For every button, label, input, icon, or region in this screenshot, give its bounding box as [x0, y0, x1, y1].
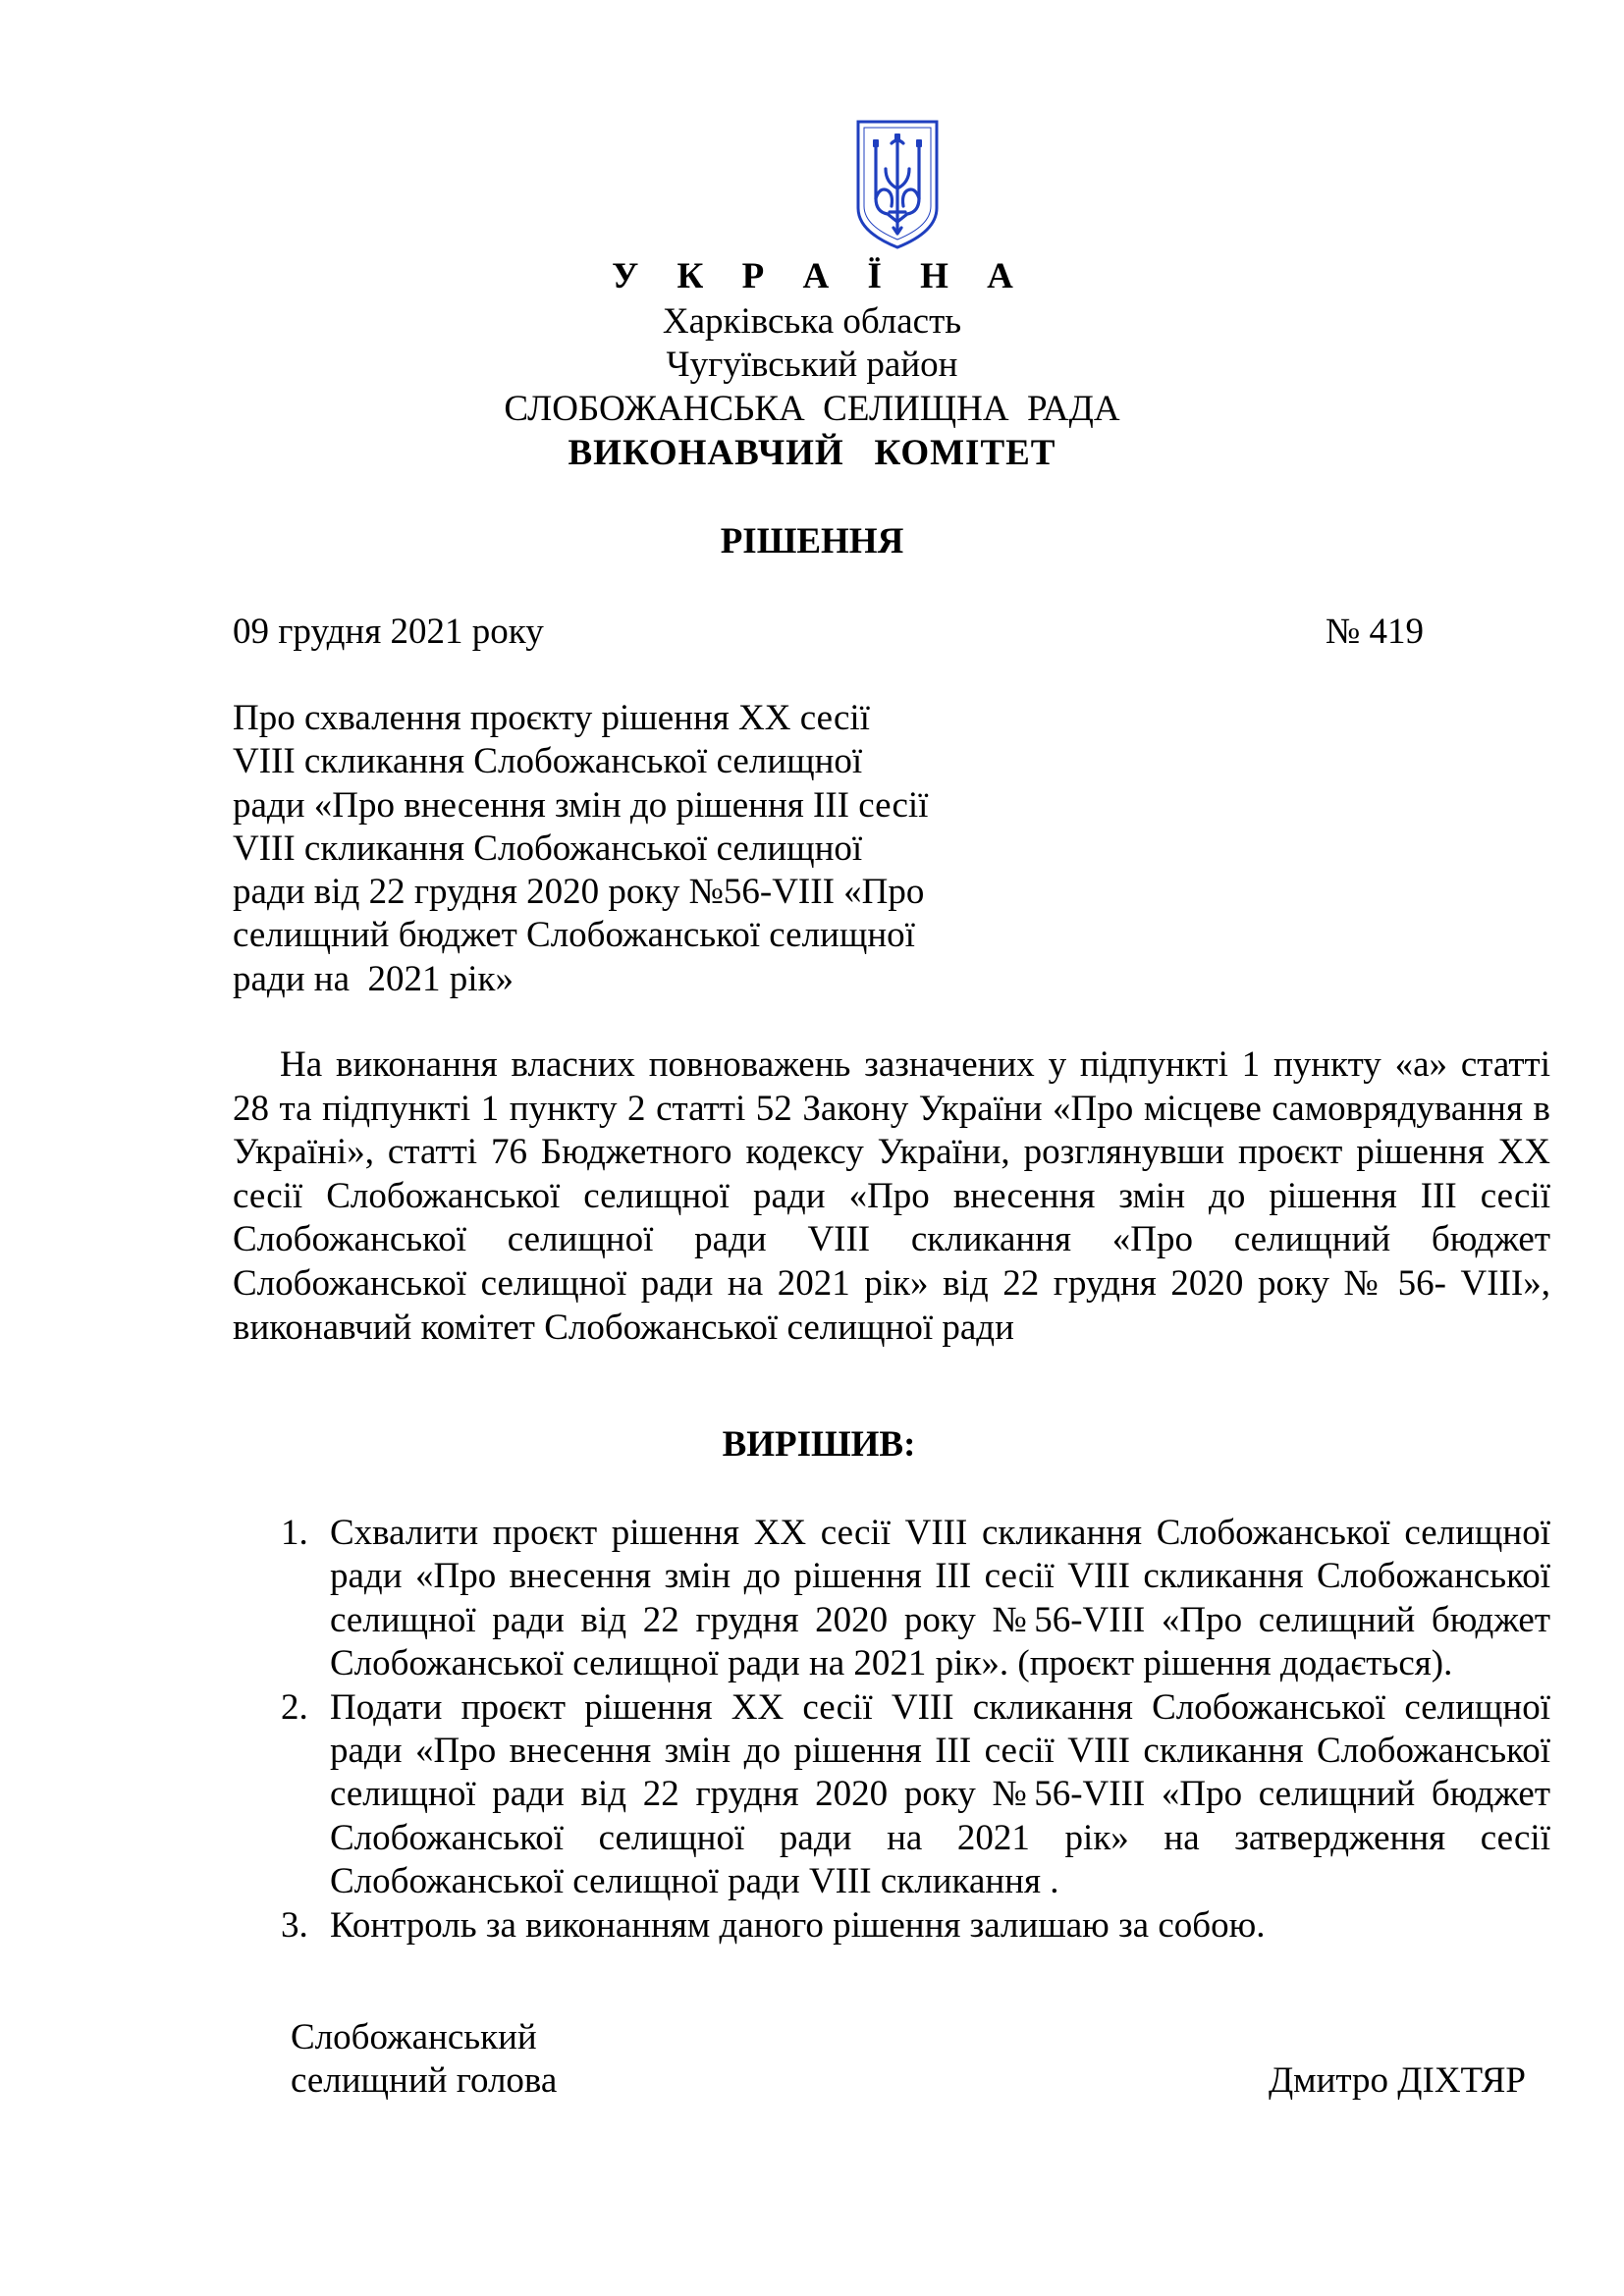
- document-type-heading: РІШЕННЯ: [720, 521, 904, 561]
- item-number: 1.: [281, 1513, 308, 1553]
- subject-line: ради «Про внесення змін до рішення III сесії: [233, 784, 929, 826]
- signatory-name: Дмитро ДІХТЯР: [1268, 2060, 1526, 2101]
- signatory-title-line: Слобожанський: [291, 2017, 537, 2057]
- item-number: 2.: [281, 1686, 308, 1728]
- resolved-heading: ВИРІШИВ:: [722, 1424, 916, 1465]
- subject-line: селищний бюджет Слобожанської селищної: [233, 915, 915, 956]
- item-text: Схвалити проєкт рішення XX сесії VIII скликання Слобожанської селищної ради «Про внесення змін до рішення III сесії VIII скликання Слобожанської селищної ради від 22 грудня 2020 року №56-VIII «Про селищний бюджет Слобожанської селищної ради на 2021 рік». (проєкт рішення додається).: [330, 1513, 1550, 1684]
- coat-of-arms-icon: [852, 118, 943, 251]
- subject-line: Про схвалення проєкту рішення XX сесії: [233, 698, 870, 738]
- council-name: СЛОБОЖАНСЬКА СЕЛИЩНА РАДА: [504, 389, 1120, 429]
- country-heading: У К Р А Ї Н А: [612, 256, 1028, 296]
- subject-line: VIII скликання Слобожанської селищної: [233, 828, 863, 869]
- decision-subject: [233, 697, 999, 1001]
- document-number: № 419: [1325, 612, 1424, 652]
- item-text: Подати проєкт рішення XX сесії VIII скликання Слобожанської селищної ради «Про внесення змін до рішення III сесії VIII скликання Слобожанської селищної ради від 22 грудня 2020 року №56-VIII «Про селищний бюджет Слобожанської селищної ради на 2021 рік» на затвердження сесії Слобожанської селищної ради VIII скликання .: [330, 1686, 1550, 1902]
- resolution-items: [281, 1512, 1550, 1948]
- resolution-item: [281, 1904, 1550, 1948]
- item-number: 3.: [281, 1904, 308, 1946]
- signatory-title-line: селищний голова: [291, 2060, 558, 2101]
- document-date: 09 грудня 2021 року: [233, 612, 544, 652]
- subject-line: ради від 22 грудня 2020 року №56-VIII «Про: [233, 872, 925, 913]
- subject-line: ради на 2021 рік»: [233, 958, 514, 999]
- oblast-line: Харківська область: [662, 301, 962, 342]
- item-text: Контроль за виконанням даного рішення залишаю за собою.: [330, 1904, 1266, 1946]
- committee-name: ВИКОНАВЧИЙ КОМІТЕТ: [568, 433, 1056, 473]
- signatory-title: [291, 2016, 557, 2103]
- raion-line: Чугуївський район: [666, 345, 958, 385]
- preamble-paragraph: На виконання власних повноважень зазначених у підпункті 1 пункту «а» статті 28 та підпункті 1 пункту 2 статті 52 Закону України «Про місцеве самоврядування в Україні», статті 76 Бюджетного кодексу України, розглянувши проєкт рішення XX сесії Слобожанської селищної ради «Про внесення змін до рішення III сесії Слобожанської селищної ради VIII скликання «Про селищний бюджет Слобожанської селищної ради на 2021 рік» від 22 грудня 2020 року № 56- VIII», виконавчий комітет Слобожанської селищної ради: [233, 1044, 1550, 1348]
- resolution-item: [281, 1512, 1550, 1686]
- resolution-item: [281, 1686, 1550, 1904]
- subject-line: VIII скликання Слобожанської селищної: [233, 741, 863, 782]
